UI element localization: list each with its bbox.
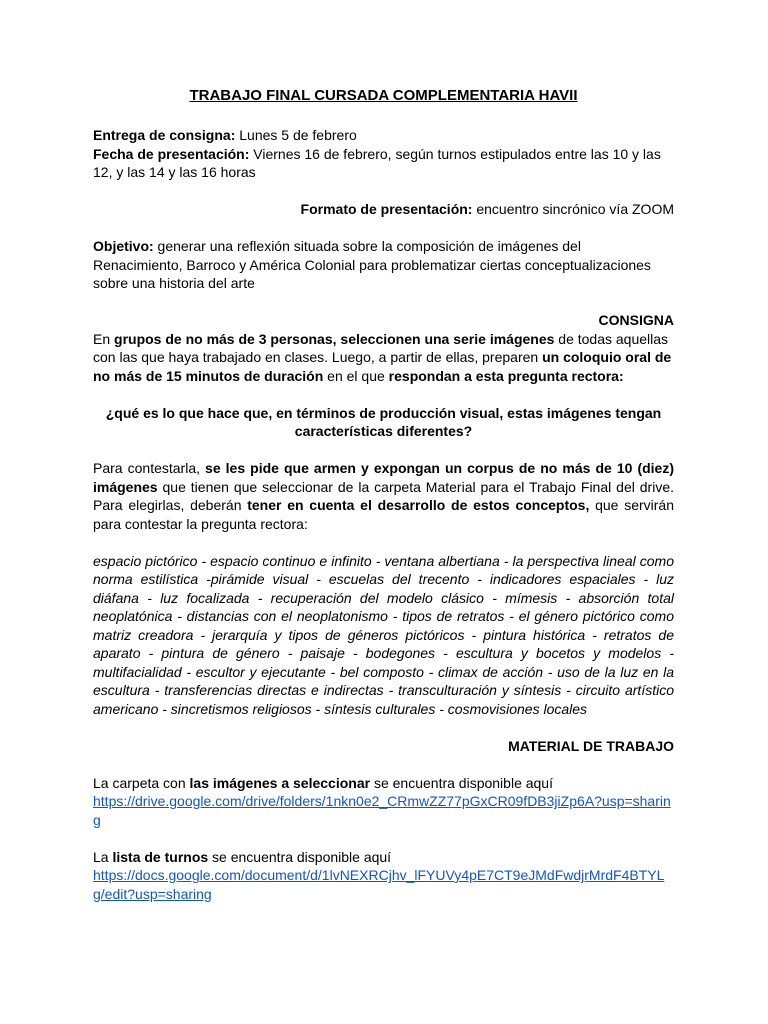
text-run: de todas aquellas con las que haya trabajado en clases. Luego, a partir de ellas, preparen <box>93 330 669 365</box>
text-run: La carpeta con <box>93 774 190 791</box>
formato-line <box>93 200 674 219</box>
text-run-bold: grupos de no más de 3 personas, seleccionen una serie imágenes <box>114 330 555 347</box>
consigna-paragraph-2 <box>93 459 674 533</box>
objetivo-label: Objetivo: <box>93 238 154 254</box>
fecha-label: Fecha de presentación: <box>93 145 250 162</box>
fecha-line <box>93 145 674 182</box>
entrega-value: Lunes 5 de febrero <box>235 127 357 143</box>
guiding-question-text: ¿qué es lo que hace que, en términos de producción visual, estas imágenes tengan características diferentes? <box>105 404 662 439</box>
document-body <box>93 86 674 903</box>
text-run-bold: un coloquio oral de no más de 15 minutos de duración <box>93 349 672 384</box>
text-run: en el que <box>323 367 389 384</box>
formato-value: encuentro sincrónico vía ZOOM <box>472 201 674 217</box>
turnos-link-line <box>93 866 674 903</box>
objetivo-paragraph <box>93 237 674 293</box>
turnos-doc-link[interactable]: https://docs.google.com/document/d/1lvNEXRCjhv_lFYUVy4pE7CT9eJMdFwdjrMrdF4BTYLg/edit?usp=sharing <box>93 867 665 902</box>
text-run-bold: lista de turnos <box>112 848 209 865</box>
text-run: se encuentra disponible aquí <box>370 774 553 791</box>
consigna-heading-text: CONSIGNA <box>598 312 674 328</box>
objetivo-value: generar una reflexión situada sobre la composición de imágenes del Renacimiento, Barroco y América Colonial para problematizar ciertas conceptualizaciones sobre una historia del arte <box>93 238 651 291</box>
text-run-bold: respondan a esta pregunta rectora: <box>388 367 624 384</box>
consigna-heading <box>93 311 674 330</box>
turnos-line <box>93 848 674 867</box>
text-run: Para contestarla, <box>93 460 206 476</box>
carpeta-line <box>93 774 674 793</box>
text-run: que servirán para contestar la pregunta rectora: <box>93 497 674 532</box>
formato-label: Formato de presentación: <box>300 201 473 217</box>
text-run: se encuentra disponible aquí <box>208 848 392 865</box>
material-heading-text: MATERIAL DE TRABAJO <box>508 737 674 754</box>
page-title: TRABAJO FINAL CURSADA COMPLEMENTARIA HAVII <box>189 87 578 104</box>
entrega-line <box>93 126 674 145</box>
entrega-label: Entrega de consigna: <box>93 127 236 143</box>
fecha-value: Viernes 16 de febrero, según turnos estipulados entre las 10 y las 12, y las 14 y las 16 horas <box>93 145 661 180</box>
text-run: En <box>93 330 115 347</box>
text-run: La <box>93 848 113 865</box>
drive-folder-link[interactable]: https://drive.google.com/drive/folders/1nkn0e2_CRmwZZ77pGxCR09fDB3jiZp6A?usp=sharing <box>93 793 671 828</box>
text-run-bold: tener en cuenta el desarrollo de estos conceptos, <box>247 497 590 513</box>
text-run: que tienen que seleccionar de la carpeta Material para el Trabajo Final del drive. Para elegirlas, deberán <box>93 478 674 513</box>
text-run-bold: las imágenes a seleccionar <box>189 774 371 791</box>
text-run-bold: se les pide que armen y expongan un corpus de no más de 10 (diez) imágenes <box>93 460 674 495</box>
material-heading <box>93 737 674 756</box>
guiding-question <box>93 404 674 441</box>
consigna-paragraph-1 <box>93 330 674 386</box>
concepts-list: espacio pictórico - espacio continuo e infinito - ventana albertiana - la perspectiva lineal como norma estilística -pirámide visual - escuelas del trecento - indicadores espaciales - luz diáfana - luz focalizada - recuperación del modelo clásico - mímesis - absorción total neoplatónica - distancias con el neoplatonismo - tipos de retratos - el género pictórico como matriz creadora - jerarquía y tipos de géneros pictóricos - pintura histórica - retratos de aparato - pintura de género - paisaje - bodegones - escultura y bocetos y modelos - multifacialidad - escultor y ejecutante - bel composto - climax de acción - uso de la luz en la escultura - transferencias directas e indirectas - transculturación y síntesis - circuito artístico americano - sincretismos religiosos - síntesis culturales - cosmovisiones locales <box>93 552 674 717</box>
carpeta-link-line <box>93 792 674 829</box>
